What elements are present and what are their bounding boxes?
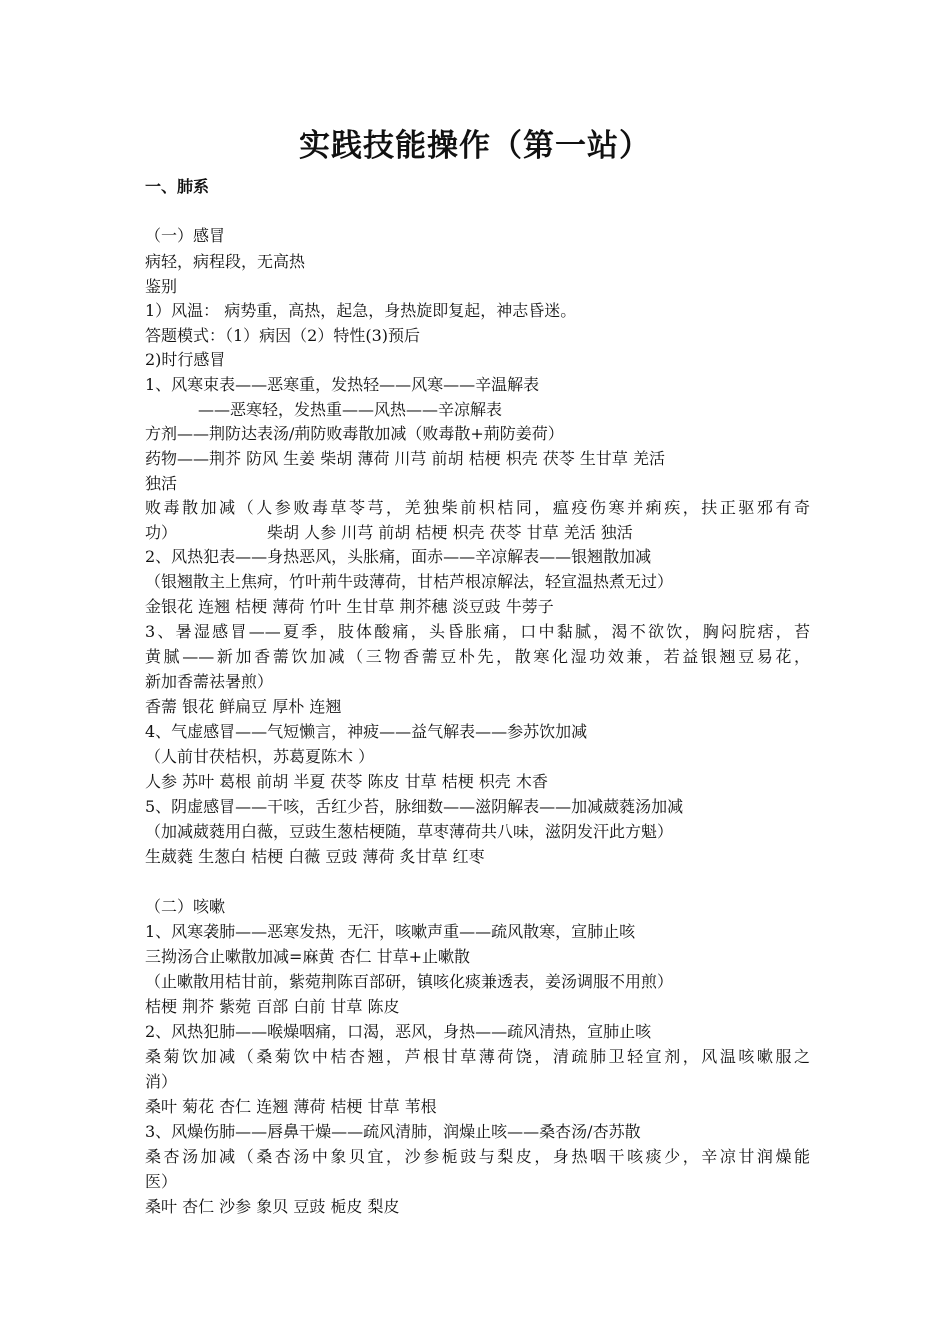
section-heading: 一、肺系 bbox=[145, 177, 210, 196]
text-line: 桑杏汤加减（桑杏汤中象贝宜，沙参栀豉与梨皮，身热咽干咳痰少，辛凉甘润燥能 bbox=[145, 1147, 810, 1166]
text-line: 桔梗 荆芥 紫菀 百部 白前 甘草 陈皮 bbox=[145, 997, 400, 1016]
text-fragment: 功） bbox=[145, 523, 178, 542]
text-line: 桑叶 菊花 杏仁 连翘 薄荷 桔梗 甘草 苇根 bbox=[145, 1097, 437, 1116]
text-line: 2)时行感冒 bbox=[145, 350, 226, 369]
text-line: 桑叶 杏仁 沙参 象贝 豆豉 栀皮 梨皮 bbox=[145, 1197, 400, 1216]
text-line: 5、阴虚感冒——干咳，舌红少苔，脉细数——滋阴解表——加减葳蕤汤加减 bbox=[145, 797, 684, 816]
text-line: 方剂——荆防达表汤/荊防败毒散加减（败毒散+荊防姜荷） bbox=[145, 424, 564, 443]
text-line: 病轻，病程段，无高热 bbox=[145, 252, 306, 271]
text-line: 败毒散加减（人参败毒草苓芎，羌独柴前枳桔同，瘟疫伤寒并痢疾，扶正驱邪有奇 bbox=[145, 498, 810, 517]
text-line: 4、气虚感冒——气短懒言，神疲——益气解表——参苏饮加减 bbox=[145, 722, 588, 741]
text-fragment: 柴胡 人参 川芎 前胡 桔梗 枳壳 茯苓 甘草 羌活 独活 bbox=[267, 523, 633, 542]
text-line: 3、暑湿感冒——夏季，肢体酸痛，头昏胀痛，口中黏腻，渴不欲饮，胸闷脘痞，苔 bbox=[145, 622, 810, 641]
text-line: （银翘散主上焦疴，竹叶荊牛豉薄荷，甘桔芦根凉解法，轻宣温热煮无过） bbox=[145, 572, 674, 591]
text-line: 香薷 银花 鲜扁豆 厚朴 连翘 bbox=[145, 697, 342, 716]
text-line: 鉴别 bbox=[145, 277, 178, 296]
text-line: 药物——荆芥 防风 生姜 柴胡 薄荷 川芎 前胡 桔梗 枳壳 茯苓 生甘草 羌活 bbox=[145, 449, 665, 468]
text-line: 三拗汤合止嗽散加减=麻黄 杏仁 甘草+止嗽散 bbox=[145, 947, 470, 966]
text-line: （止嗽散用桔甘前，紫菀荆陈百部研，镇咳化痰兼透表，姜汤调服不用煎） bbox=[145, 972, 674, 991]
text-line: 桑菊饮加减（桑菊饮中桔杏翘，芦根甘草薄荷饶，清疏肺卫轻宣剂，风温咳嗽服之 bbox=[145, 1047, 810, 1066]
text-line: 3、风燥伤肺——唇鼻干燥——疏风清肺，润燥止咳——桑杏汤/杏苏散 bbox=[145, 1122, 641, 1141]
text-line: 黄腻——新加香薷饮加减（三物香薷豆朴先，散寒化湿功效兼，若益银翘豆易花， bbox=[145, 647, 810, 666]
subsection-heading: （二）咳嗽 bbox=[145, 897, 226, 916]
text-line: 2、风热犯表——身热恶风，头胀痛，面赤——辛凉解表——银翘散加减 bbox=[145, 547, 652, 566]
text-line: 医） bbox=[145, 1172, 178, 1191]
text-line: （人前甘茯桔枳，苏葛夏陈木 ） bbox=[145, 747, 375, 766]
text-line: 2、风热犯肺——喉燥咽痛，口渴，恶风，身热——疏风清热，宣肺止咳 bbox=[145, 1022, 652, 1041]
text-line: 1、风寒袭肺——恶寒发热，无汗，咳嗽声重——疏风散寒，宣肺止咳 bbox=[145, 922, 636, 941]
text-line: （加减葳蕤用白薇，豆豉生葱桔梗随，草枣薄荷共八味，滋阴发汗此方魁） bbox=[145, 822, 674, 841]
text-line: 1、风寒束表——恶寒重，发热轻——风寒——辛温解表 bbox=[145, 375, 540, 394]
subsection-heading: （一）感冒 bbox=[145, 226, 226, 245]
text-line: 生葳蕤 生葱白 桔梗 白薇 豆豉 薄荷 炙甘草 红枣 bbox=[145, 847, 485, 866]
text-line: 新加香薷祛暑煎） bbox=[145, 672, 274, 691]
text-line: 1）风温： 病势重，高热，起急，身热旋即复起，神志昏迷。 bbox=[145, 301, 577, 320]
page-title: 实践技能操作（第一站） bbox=[299, 128, 651, 164]
text-line: 答题模式：（1）病因（2）特性(3)预后 bbox=[145, 326, 421, 345]
text-line: 独活 bbox=[145, 474, 178, 493]
text-line: 消） bbox=[145, 1072, 178, 1091]
text-line: 人参 苏叶 葛根 前胡 半夏 茯苓 陈皮 甘草 桔梗 枳壳 木香 bbox=[145, 772, 548, 791]
text-line bbox=[145, 523, 633, 543]
text-line: 金银花 连翘 桔梗 薄荷 竹叶 生甘草 荆芥穗 淡豆豉 牛蒡子 bbox=[145, 597, 554, 616]
text-line: ——恶寒轻，发热重——风热——辛凉解表 bbox=[198, 400, 503, 419]
